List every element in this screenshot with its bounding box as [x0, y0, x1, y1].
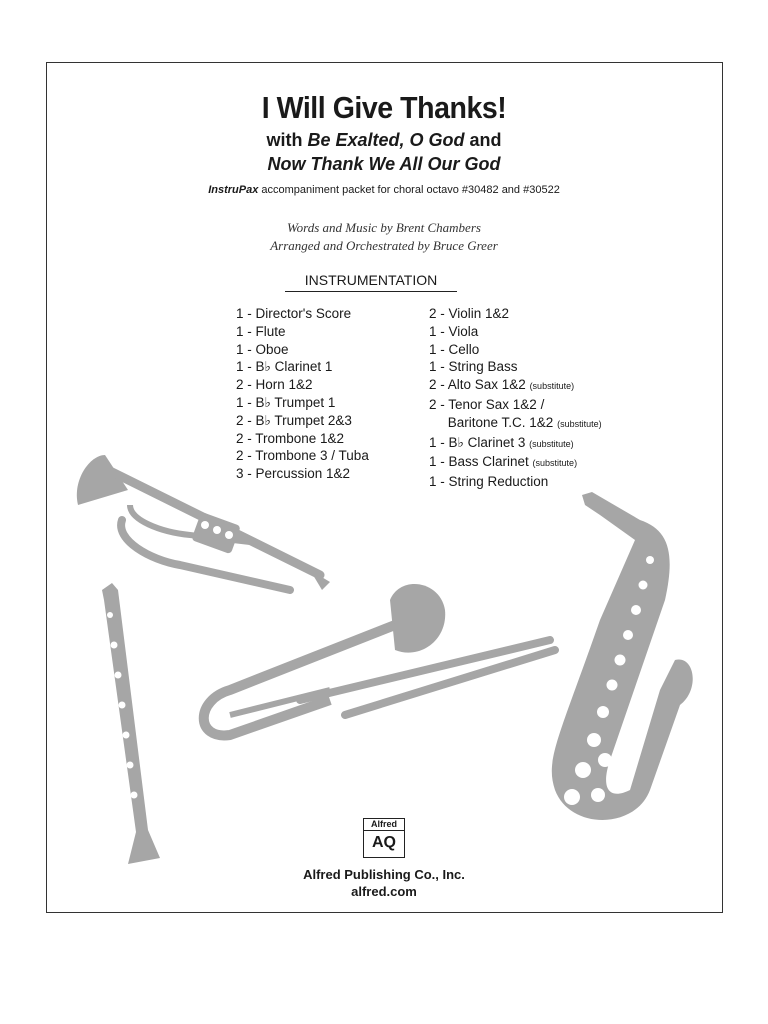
item-text: 1 - Viola — [429, 323, 479, 339]
alfred-logo — [363, 818, 405, 858]
logo-wordmark: Alfred — [364, 819, 404, 831]
item-text: 1 - Oboe — [236, 341, 289, 357]
clarinet-icon — [102, 583, 160, 864]
item-text: 2 - Trombone 3 / Tuba — [236, 448, 369, 464]
item-text: 1 - Cello — [429, 341, 480, 357]
item-text: 1 - Director's Score — [236, 306, 352, 321]
item-text: 1 - B♭ Clarinet 1 — [236, 359, 333, 375]
item-text: 2 - Tenor Sax 1&2 / — [429, 396, 545, 412]
item-text: 1 - Flute — [236, 323, 286, 339]
subtitle-and: and — [464, 130, 502, 150]
item-text: 1 - String Reduction — [429, 474, 549, 490]
instrumentation-heading: INSTRUMENTATION — [285, 272, 457, 292]
item-text: 2 - Horn 1&2 — [236, 377, 313, 393]
logo-mark: AQ — [372, 834, 396, 851]
item-text: 1 - Bass Clarinet — [429, 454, 533, 470]
item-text: 1 - String Bass — [429, 359, 518, 375]
item-text: Baritone T.C. 1&2 — [429, 414, 558, 430]
saxophone-icon — [552, 492, 693, 820]
item-text: 2 - B♭ Trumpet 2&3 — [236, 412, 352, 428]
page-title: I Will Give Thanks! — [261, 90, 507, 125]
item-text: 2 - Violin 1&2 — [429, 306, 510, 321]
item-text: 2 - Trombone 1&2 — [236, 430, 345, 446]
item-text: 1 - B♭ Trumpet 1 — [236, 394, 336, 410]
trumpet-icon — [77, 455, 330, 590]
publisher-website: alfred.com — [351, 884, 417, 899]
item-text: 3 - Percussion 1&2 — [236, 466, 351, 482]
item-note: (substitute) — [529, 438, 574, 449]
credit-arranged: Arranged and Orchestrated by Bruce Greer — [270, 238, 498, 253]
subtitle-with: with — [266, 130, 308, 150]
subtitle-song-2: Now Thank We All Our God — [267, 154, 501, 174]
publisher-name: Alfred Publishing Co., Inc. — [303, 867, 465, 882]
item-note: (substitute) — [532, 458, 578, 469]
item-text: 2 - Alto Sax 1&2 — [429, 377, 530, 393]
subtitle-song-1: Be Exalted, O God — [307, 130, 465, 150]
trombone-icon — [204, 584, 555, 735]
packet-brand: InstruPax — [208, 184, 259, 196]
item-note: (substitute) — [529, 381, 575, 392]
credit-words-music: Words and Music by Brent Chambers — [287, 220, 481, 235]
item-text: 1 - B♭ Clarinet 3 — [429, 434, 530, 450]
packet-text: accompaniment packet for choral octavo #30482 and #30522 — [258, 184, 560, 196]
item-note: (substitute) — [557, 418, 602, 429]
